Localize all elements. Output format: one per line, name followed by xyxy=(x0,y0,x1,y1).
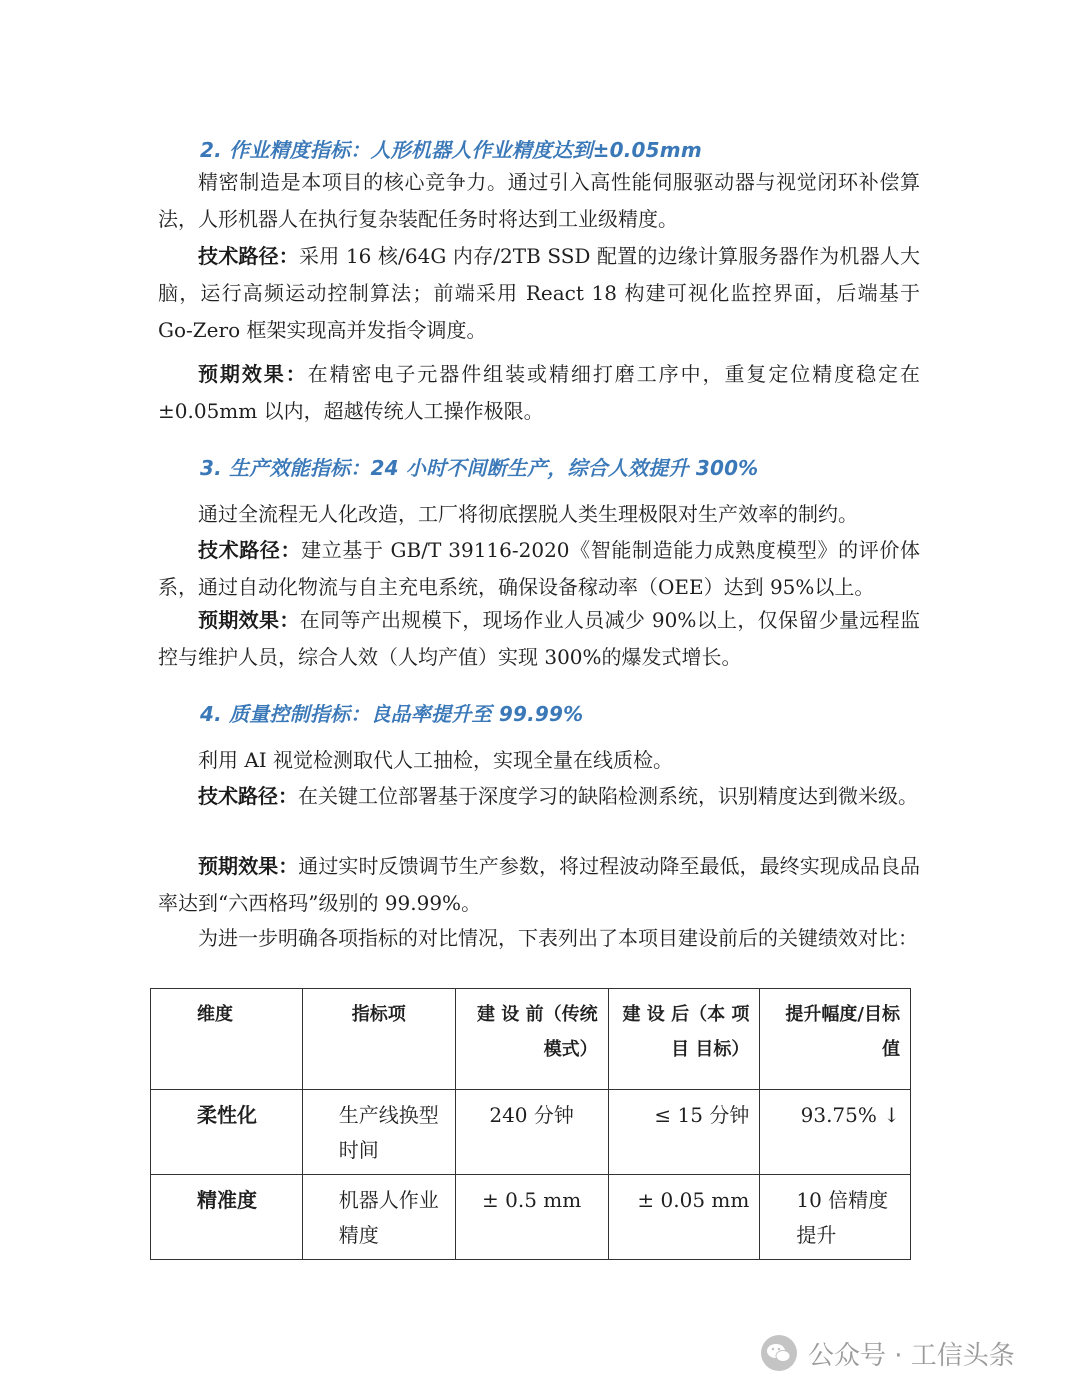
effect-text: 在同等产出规模下，现场作业人员减少 90%以上，仅保留少量远程监控与维护人员，综合人效（人均产值）实现 300%的爆发式增长。 xyxy=(158,608,921,669)
row-indicator: 机器人作业精度 xyxy=(302,1175,455,1260)
table-intro: 为进一步明确各项指标的对比情况，下表列出了本项目建设前后的关键绩效对比： xyxy=(198,926,918,950)
section-4-intro: 利用 AI 视觉检测取代人工抽检，实现全量在线质检。 xyxy=(198,748,674,772)
header-before: 建 设 前（传统模式） xyxy=(455,989,608,1090)
section-2-expected-effect xyxy=(158,356,920,430)
row-improvement: 93.75% ↓ xyxy=(760,1090,911,1175)
table-header-row xyxy=(151,989,911,1090)
section-4-heading: 4. 质量控制指标：良品率提升至 99.99% xyxy=(200,702,584,726)
row-improvement: 10 倍精度提升 xyxy=(760,1175,911,1260)
tech-path-text: 采用 16 核/64G 内存/2TB SSD 配置的边缘计算服务器作为机器人大脑，运行高频运动控制算法；前端采用 React 18 构建可视化监控界面，后端基于 Go-Zero 框架实现高并发指令调度。 xyxy=(158,244,920,342)
section-3-intro: 通过全流程无人化改造，工厂将彻底摆脱人类生理极限对生产效率的制约。 xyxy=(198,502,858,526)
effect-label: 预期效果： xyxy=(198,362,308,386)
table-row xyxy=(151,1090,911,1175)
row-dimension: 柔性化 xyxy=(151,1090,303,1175)
row-dimension: 精准度 xyxy=(151,1175,303,1260)
section-3-expected-effect xyxy=(158,602,920,676)
header-dimension: 维度 xyxy=(151,989,303,1090)
effect-text: 在精密电子元器件组装或精细打磨工序中，重复定位精度稳定在 ±0.05mm 以内，超越传统人工操作极限。 xyxy=(158,362,920,423)
watermark-text: 公众号 · 工信头条 xyxy=(808,1340,1015,1371)
tech-path-text: 建立基于 GB/T 39116-2020《智能制造能力成熟度模型》的评价体系，通过自动化物流与自主充电系统，确保设备稼动率（OEE）达到 95%以上。 xyxy=(158,538,921,599)
row-after: ± 0.05 mm xyxy=(608,1175,760,1260)
tech-path-label: 技术路径： xyxy=(198,784,298,808)
watermark xyxy=(760,1334,1015,1372)
row-after: ≤ 15 分钟 xyxy=(608,1090,760,1175)
section-2-tech-path xyxy=(158,238,920,349)
row-indicator: 生产线换型时间 xyxy=(302,1090,455,1175)
header-after: 建 设 后（本 项 目 目标） xyxy=(608,989,760,1090)
header-improvement: 提升幅度/目标值 xyxy=(760,989,911,1090)
effect-label: 预期效果： xyxy=(198,608,300,632)
section-2-heading: 2. 作业精度指标：人形机器人作业精度达到±0.05mm xyxy=(200,138,702,162)
tech-path-label: 技术路径： xyxy=(198,244,299,268)
row-before: ± 0.5 mm xyxy=(455,1175,608,1260)
kpi-comparison-table xyxy=(150,988,911,1260)
section-3-tech-path xyxy=(158,532,920,606)
effect-text: 通过实时反馈调节生产参数，将过程波动降至最低，最终实现成品良品率达到“六西格玛”级别的 99.99%。 xyxy=(158,854,921,915)
wechat-icon xyxy=(760,1334,798,1372)
section-4-tech-path xyxy=(158,778,920,815)
effect-label: 预期效果： xyxy=(198,854,299,878)
section-4-expected-effect xyxy=(158,848,920,922)
table-row xyxy=(151,1175,911,1260)
header-indicator: 指标项 xyxy=(302,989,455,1090)
tech-path-text: 在关键工位部署基于深度学习的缺陷检测系统，识别精度达到微米级。 xyxy=(298,784,918,808)
row-before: 240 分钟 xyxy=(455,1090,608,1175)
section-2-intro: 精密制造是本项目的核心竞争力。通过引入高性能伺服驱动器与视觉闭环补偿算法，人形机器人在执行复杂装配任务时将达到工业级精度。 xyxy=(158,170,920,231)
section-3-heading: 3. 生产效能指标：24 小时不间断生产，综合人效提升 300% xyxy=(200,456,759,480)
tech-path-label: 技术路径： xyxy=(198,538,302,562)
